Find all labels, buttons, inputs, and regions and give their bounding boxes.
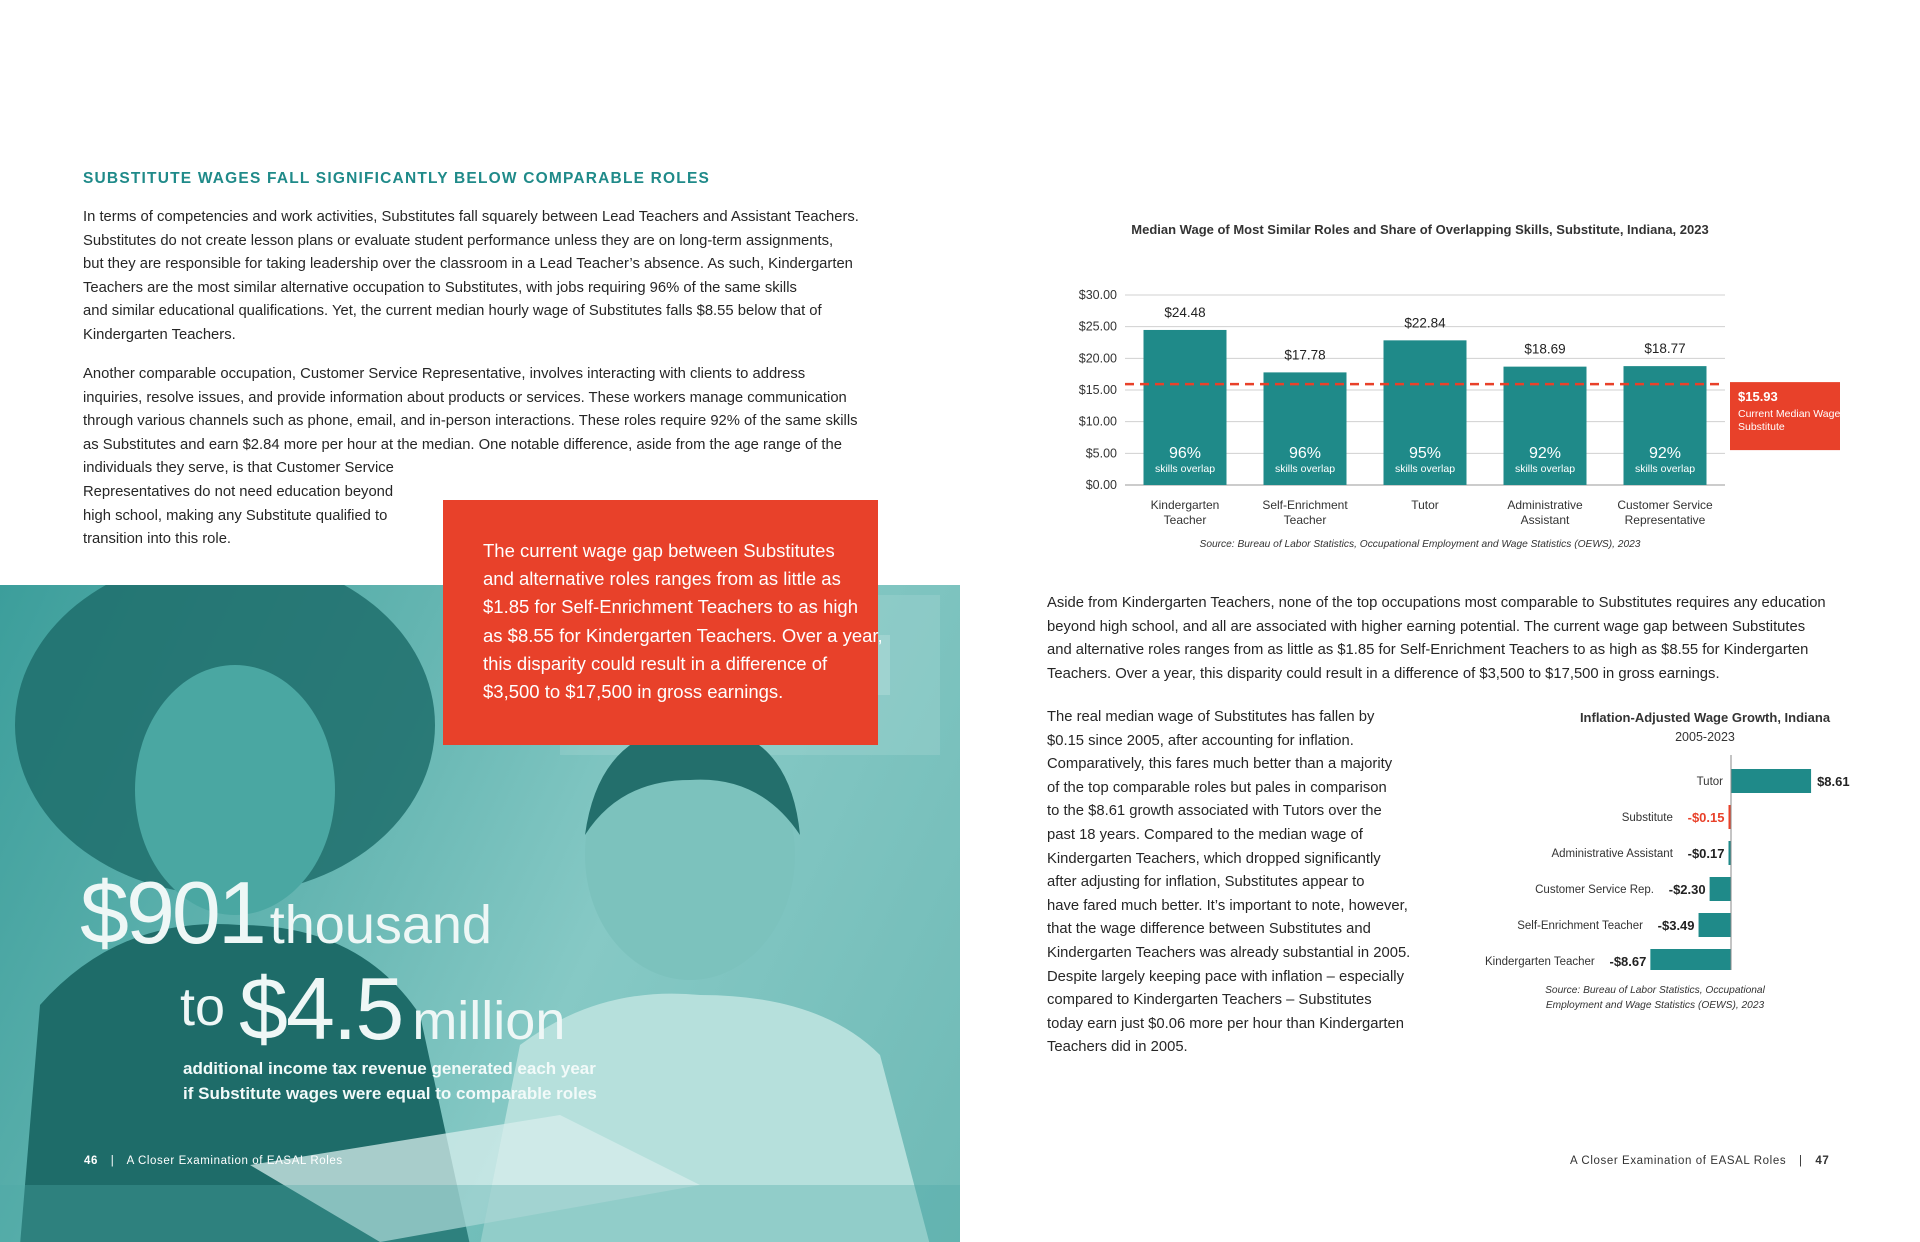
- paragraph-line: past 18 years. Compared to the median wage of: [1047, 826, 1363, 843]
- page-number-left: 46: [84, 1155, 98, 1167]
- paragraph-line: compared to Kindergarten Teachers – Substitutes: [1047, 992, 1372, 1009]
- growth-category-label: Self-Enrichment Teacher: [1517, 920, 1643, 932]
- paragraph-line: Substitutes do not create lesson plans or evaluate student performance unless they are on long-term assignments,: [83, 232, 834, 249]
- paragraph-line: Representatives do not need education beyond: [83, 483, 394, 500]
- paragraph-line: today earn just $0.06 more per hour than Kindergarten: [1047, 1015, 1404, 1032]
- paragraph-line: to the $8.61 growth associated with Tutors over the: [1047, 803, 1382, 820]
- growth-source-line2: Employment and Wage Statistics (OEWS), 2023: [1545, 1000, 1765, 1011]
- y-tick-label: $30.00: [1078, 288, 1117, 302]
- revenue-stat-line1: [80, 862, 492, 964]
- callout-line: as $8.55 for Kindergarten Teachers. Over a year,: [483, 624, 883, 646]
- wage-chart-source: Source: Bureau of Labor Statistics, Occupational Employment and Wage Statistics (OEWS), 2023: [1199, 539, 1641, 550]
- overlap-caption: skills overlap: [1274, 463, 1336, 475]
- real-wage-paragraph: [1047, 706, 1427, 1060]
- growth-category-label: Tutor: [1696, 776, 1723, 788]
- paragraph-line: Teachers are the most similar alternative occupation to Substitutes, with jobs requiring 96% of the same skills: [83, 279, 797, 296]
- overlap-percent: 92%: [1528, 445, 1562, 462]
- growth-value-label: -$8.67: [1609, 954, 1647, 969]
- paragraph-line: Kindergarten Teachers.: [83, 326, 236, 343]
- y-tick-label: $15.00: [1078, 383, 1117, 397]
- stat-unit-million: million: [412, 991, 566, 1051]
- y-tick-label: $0.00: [1085, 478, 1117, 492]
- stat-to: to: [180, 977, 226, 1037]
- x-category-label: Teacher: [1163, 513, 1207, 527]
- page-number-right: 47: [1815, 1155, 1830, 1167]
- bar-value-label: $18.77: [1644, 341, 1686, 357]
- growth-value-label: -$2.30: [1668, 882, 1706, 897]
- growth-chart-title: Inflation-Adjusted Wage Growth, Indiana: [1579, 710, 1831, 725]
- overlap-percent: 96%: [1168, 445, 1202, 462]
- growth-category-label: Substitute: [1621, 812, 1673, 824]
- overlap-caption: skills overlap: [1154, 463, 1216, 475]
- reference-caption: Substitute: [1738, 421, 1785, 434]
- callout-line: $1.85 for Self-Enrichment Teachers to as high: [483, 596, 859, 618]
- paragraph-line: high school, making any Substitute qualified to: [83, 507, 388, 524]
- paragraph-line: and similar educational qualifications. Yet, the current median hourly wage of Substitutes falls $8.55 below that of: [83, 303, 822, 320]
- y-tick-label: $10.00: [1078, 414, 1117, 429]
- paragraph-line: after adjusting for inflation, Substitutes appear to: [1047, 874, 1365, 891]
- growth-category-label: Customer Service Rep.: [1535, 884, 1655, 896]
- growth-value-label: $8.61: [1817, 774, 1850, 789]
- x-category-label: Teacher: [1283, 513, 1327, 527]
- bar-value-label: $18.69: [1524, 341, 1566, 357]
- paragraph-line: but they are responsible for taking leadership over the classroom in a Lead Teacher’s absence. As such, Kindergarten: [83, 256, 853, 273]
- x-category-label: Assistant: [1520, 513, 1570, 527]
- revenue-stat-line2: [180, 958, 565, 1060]
- overlap-caption: skills overlap: [1514, 463, 1576, 475]
- paragraph-line: of the top comparable roles but pales in comparison: [1047, 779, 1387, 796]
- overlap-percent: 92%: [1648, 445, 1682, 462]
- bar-value-label: $24.48: [1164, 304, 1206, 320]
- y-tick-label: $25.00: [1078, 319, 1117, 334]
- growth-bar: [1699, 913, 1731, 937]
- growth-value-label: -$0.17: [1687, 846, 1725, 861]
- paragraph-line: Kindergarten Teachers was already substantial in 2005.: [1047, 944, 1411, 961]
- overlap-percent: 96%: [1288, 445, 1322, 462]
- stat-unit-thousand: thousand: [269, 895, 492, 955]
- growth-category-label: Kindergarten Teacher: [1485, 956, 1595, 968]
- x-category-label: Administrative: [1507, 498, 1583, 512]
- y-tick-label: $20.00: [1078, 351, 1117, 366]
- overlap-caption: skills overlap: [1394, 463, 1456, 475]
- growth-bar: [1650, 949, 1731, 970]
- growth-value-label: -$3.49: [1657, 918, 1695, 933]
- left-footer: [84, 1155, 343, 1167]
- paragraph-line: The real median wage of Substitutes has fallen by: [1047, 709, 1375, 725]
- footer-separator: |: [110, 1155, 115, 1167]
- paragraph-line: have fared much better. It’s important to note, however,: [1047, 897, 1408, 914]
- callout-line: and alternative roles ranges from as little as: [483, 568, 841, 590]
- x-category-label: Tutor: [1411, 498, 1439, 512]
- x-category-label: Customer Service: [1617, 498, 1713, 512]
- paragraph-line: that the wage difference between Substitutes and: [1047, 921, 1371, 938]
- overlap-percent: 95%: [1408, 445, 1442, 462]
- callout-line: The current wage gap between Substitutes: [483, 540, 835, 561]
- x-category-label: Kindergarten: [1150, 498, 1220, 512]
- paragraph-line: Another comparable occupation, Customer Service Representative, involves interacting with clients to address: [83, 366, 806, 382]
- paragraph-line: transition into this role.: [83, 531, 232, 548]
- footer-title-right: A Closer Examination of EASAL Roles: [1570, 1155, 1787, 1167]
- wage-chart-title: Median Wage of Most Similar Roles and Share of Overlapping Skills, Substitute, Indiana, 2023: [1131, 222, 1709, 237]
- paragraph-line: individuals they serve, is that Customer Service: [83, 460, 394, 477]
- paragraph-line: Kindergarten Teachers, which dropped significantly: [1047, 850, 1381, 867]
- stat-amount-high: $4.5: [239, 959, 403, 1058]
- bar-value-label: $17.78: [1284, 347, 1326, 363]
- paragraph-line: Comparatively, this fares much better than a majority: [1047, 756, 1393, 773]
- stat-caption: [183, 1056, 597, 1106]
- y-tick-label: $5.00: [1085, 446, 1117, 461]
- wage-gap-callout: [443, 500, 883, 745]
- growth-bar: [1731, 769, 1811, 793]
- footer-separator-right: |: [1798, 1155, 1803, 1167]
- right-footer: [1570, 1155, 1829, 1167]
- wage-growth-bar-chart: [1440, 755, 1860, 970]
- paragraph-line: Aside from Kindergarten Teachers, none of the top occupations most comparable to Substitutes requires any education: [1047, 595, 1826, 611]
- growth-chart-source: [1490, 983, 1820, 1013]
- growth-chart-subtitle: 2005-2023: [1675, 730, 1735, 744]
- paragraph-line: through various channels such as phone, email, and in-person interactions. These roles require 92% of the same skills: [83, 413, 858, 430]
- growth-value-label: -$0.15: [1687, 810, 1725, 825]
- callout-line: $3,500 to $17,500 in gross earnings.: [483, 681, 784, 703]
- reference-caption: Current Median Wage: [1738, 408, 1840, 421]
- intro-paragraph: [83, 206, 883, 348]
- reference-value: $15.93: [1738, 389, 1778, 405]
- median-wage-bar-chart: [1040, 280, 1840, 530]
- growth-bar: [1710, 877, 1731, 901]
- x-category-label: Representative: [1624, 513, 1706, 527]
- paragraph-line: and alternative roles ranges from as little as $1.85 for Self-Enrichment Teachers to as high as $8.55 for Kindergarten: [1047, 642, 1809, 659]
- footer-title-left: A Closer Examination of EASAL Roles: [126, 1155, 343, 1167]
- paragraph-line: inquiries, resolve issues, and provide information about products or services. These workers manage communication: [83, 389, 847, 406]
- x-category-label: Self-Enrichment: [1262, 498, 1348, 512]
- paragraph-line: Teachers. Over a year, this disparity could result in a difference of $3,500 to $17,500 in gross earnings.: [1047, 665, 1720, 682]
- paragraph-line: In terms of competencies and work activities, Substitutes fall squarely between Lead Teachers and Assistant Teachers.: [83, 209, 859, 225]
- section-heading: SUBSTITUTE WAGES FALL SIGNIFICANTLY BELOW COMPARABLE ROLES: [83, 170, 711, 187]
- paragraph-line: Teachers did in 2005.: [1047, 1039, 1188, 1056]
- growth-category-label: Administrative Assistant: [1551, 848, 1673, 860]
- stat-caption-line2: if Substitute wages were equal to comparable roles: [183, 1084, 597, 1103]
- stat-caption-line1: additional income tax revenue generated each year: [183, 1059, 596, 1078]
- callout-line: this disparity could result in a difference of: [483, 652, 828, 674]
- growth-source-line1: Source: Bureau of Labor Statistics, Occupational: [1545, 985, 1765, 996]
- right-intro-paragraph: [1047, 592, 1847, 686]
- paragraph-line: beyond high school, and all are associated with higher earning potential. The current wage gap between Substitutes: [1047, 618, 1806, 635]
- bar-value-label: $22.84: [1404, 315, 1446, 331]
- paragraph-line: as Substitutes and earn $2.84 more per hour at the median. One notable difference, aside from the age range of the: [83, 436, 842, 453]
- stat-amount-low: $901: [80, 863, 264, 962]
- overlap-caption: skills overlap: [1634, 463, 1696, 475]
- paragraph-line: $0.15 since 2005, after accounting for inflation.: [1047, 732, 1354, 749]
- paragraph-line: Despite largely keeping pace with inflation – especially: [1047, 968, 1404, 985]
